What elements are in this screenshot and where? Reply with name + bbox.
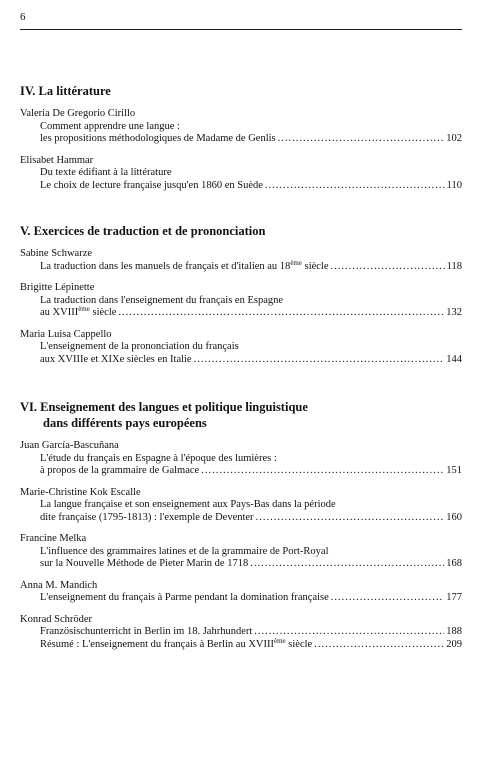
entry-title-fragment: au XVIII <box>40 307 79 318</box>
entry-author: Marie-Christine Kok Escalle <box>20 486 141 498</box>
entry-title-fragment: Le choix de lecture française jusqu'en 1860 en Suède <box>40 179 263 191</box>
entry-author: Anna M. Mandich <box>20 579 98 591</box>
entry-author: Maria Luisa Cappello <box>20 328 112 340</box>
entry-page-number: 209 <box>446 638 462 650</box>
entry-title-fragment: Résumé : L'enseignement du français à Berlin au XVIII <box>40 638 274 650</box>
entry-title-line <box>20 499 462 512</box>
header-rule <box>20 29 462 30</box>
entry-page-number: 177 <box>446 592 462 603</box>
toc-entry <box>20 155 462 193</box>
entry-page-number: 132 <box>446 307 462 318</box>
entry-title-line <box>20 133 462 146</box>
entry-title-fragment: siècle <box>89 307 117 318</box>
entry-author: Valeria De Gregorio Cirillo <box>20 108 136 119</box>
dot-leader <box>265 180 445 193</box>
section-heading <box>20 399 462 431</box>
section-heading-line: V. Exercices de traduction et de prononciation <box>20 224 266 238</box>
entry-title-text <box>40 465 199 478</box>
entry-title-line <box>20 636 462 652</box>
entry-author: Konrad Schröder <box>20 613 93 625</box>
entry-page-number: 102 <box>446 133 462 144</box>
entry-title-text <box>40 307 116 320</box>
entry-author: Brigitte Lépinette <box>20 282 95 293</box>
entry-title-fragment: siècle <box>301 260 329 272</box>
entry-title-line <box>20 167 462 180</box>
entry-title-fragment: La traduction dans les manuels de français et d'italien au 18 <box>40 260 291 272</box>
entry-title-line <box>20 354 462 367</box>
dot-leader <box>331 261 445 274</box>
section-vi <box>20 399 462 651</box>
entry-title-fragment: aux XVIIIe et XIXe siècles en Italie <box>40 353 192 365</box>
entry-title-text <box>40 453 277 466</box>
entry-title-text <box>40 499 336 512</box>
entry-title-fragment: siècle <box>285 638 313 650</box>
entry-title-line <box>20 121 462 134</box>
entry-title-text <box>40 295 283 308</box>
dot-leader <box>118 307 444 320</box>
entry-title-text <box>40 636 313 652</box>
entry-title-fragment: Französischunterricht in Berlin im 18. Jahrhundert <box>40 626 253 637</box>
entry-author: Sabine Schwarze <box>20 248 93 259</box>
entry-title-line <box>20 512 462 525</box>
entry-title-line <box>20 341 462 354</box>
entry-author: Juan García-Bascuñana <box>20 440 119 451</box>
entry-title-text <box>40 546 329 559</box>
toc-entry <box>20 614 462 652</box>
toc-entry <box>20 487 462 525</box>
entry-title-fragment: L'étude du français en Espagne à l'époque des lumières : <box>40 452 277 464</box>
entry-title-text <box>40 341 239 354</box>
toc-entry <box>20 282 462 320</box>
toc-entry <box>20 108 462 146</box>
entry-title-line <box>20 307 462 320</box>
entry-title-text <box>40 121 180 134</box>
entry-title-line <box>20 180 462 193</box>
toc-entry <box>20 580 462 605</box>
superscript: ème <box>273 636 286 645</box>
toc-entry <box>20 440 462 478</box>
entry-page-number: 110 <box>446 179 462 191</box>
entry-title-text <box>40 558 248 571</box>
entry-title-text <box>40 167 171 180</box>
entry-title-text <box>40 512 254 525</box>
toc-entry <box>20 329 462 367</box>
dot-leader <box>331 592 444 605</box>
entry-title-fragment: à propos de la grammaire de Galmace <box>40 465 200 476</box>
superscript: ème <box>78 305 90 313</box>
entry-title-text <box>40 626 252 639</box>
entry-author: Francine Melka <box>20 533 87 544</box>
section-heading <box>20 223 462 239</box>
entry-title-line <box>20 465 462 478</box>
entry-title-fragment: La langue française et son enseignement aux Pays-Bas dans la période <box>40 499 336 510</box>
section-heading-line: VI. Enseignement des langues et politique linguistique <box>20 400 308 414</box>
entry-title-text <box>40 354 192 367</box>
entry-title-line <box>20 592 462 605</box>
section-v <box>20 223 462 366</box>
entry-page-number: 151 <box>446 465 462 476</box>
superscript: ème <box>290 258 302 267</box>
entry-title-fragment: L'enseignement du français à Parme pendant la domination française <box>40 592 329 603</box>
entry-title-line <box>20 558 462 571</box>
entry-page-number: 160 <box>446 511 462 523</box>
entry-title-fragment: Comment apprendre une langue : <box>40 120 180 132</box>
dot-leader <box>250 558 444 571</box>
entry-title-fragment: Du texte édifiant à la littérature <box>40 167 172 178</box>
dot-leader <box>278 133 445 146</box>
dot-leader <box>314 639 444 652</box>
toc-entry <box>20 248 462 273</box>
section-heading-line: dans différents pays européens <box>43 416 207 430</box>
dot-leader <box>194 354 445 367</box>
entry-title-line <box>20 626 462 639</box>
entry-title-fragment: les propositions méthodologiques de Madame de Genlis <box>40 133 276 144</box>
entry-page-number: 118 <box>446 260 462 272</box>
entry-title-fragment: L'influence des grammaires latines et de la grammaire de Port-Royal <box>40 545 329 557</box>
entry-title-text <box>40 180 263 193</box>
toc-entry <box>20 533 462 571</box>
entry-author: Elisabet Hammar <box>20 154 94 166</box>
entry-page-number: 168 <box>446 558 462 569</box>
section-heading-line: IV. La littérature <box>20 84 111 98</box>
entry-page-number: 144 <box>446 353 462 365</box>
dot-leader <box>201 465 444 478</box>
entry-title-line <box>20 258 462 274</box>
section-heading <box>20 83 462 99</box>
entry-title-line <box>20 546 462 559</box>
entry-title-text <box>40 592 329 605</box>
entry-title-text <box>40 133 276 146</box>
page-number: 6 <box>20 11 26 23</box>
section-iv <box>20 83 462 192</box>
entry-title-fragment: dite française (1795-1813) : l'exemple de Deventer <box>40 511 254 523</box>
entry-title-fragment: L'enseignement de la prononciation du français <box>40 341 239 352</box>
entry-title-fragment: La traduction dans l'enseignement du français en Espagne <box>40 294 284 306</box>
entry-title-fragment: sur la Nouvelle Méthode de Pieter Marin de 1718 <box>40 558 249 569</box>
entry-title-text <box>40 258 329 274</box>
dot-leader <box>256 512 445 525</box>
entry-title-line <box>20 453 462 466</box>
entry-page-number: 188 <box>446 626 462 637</box>
